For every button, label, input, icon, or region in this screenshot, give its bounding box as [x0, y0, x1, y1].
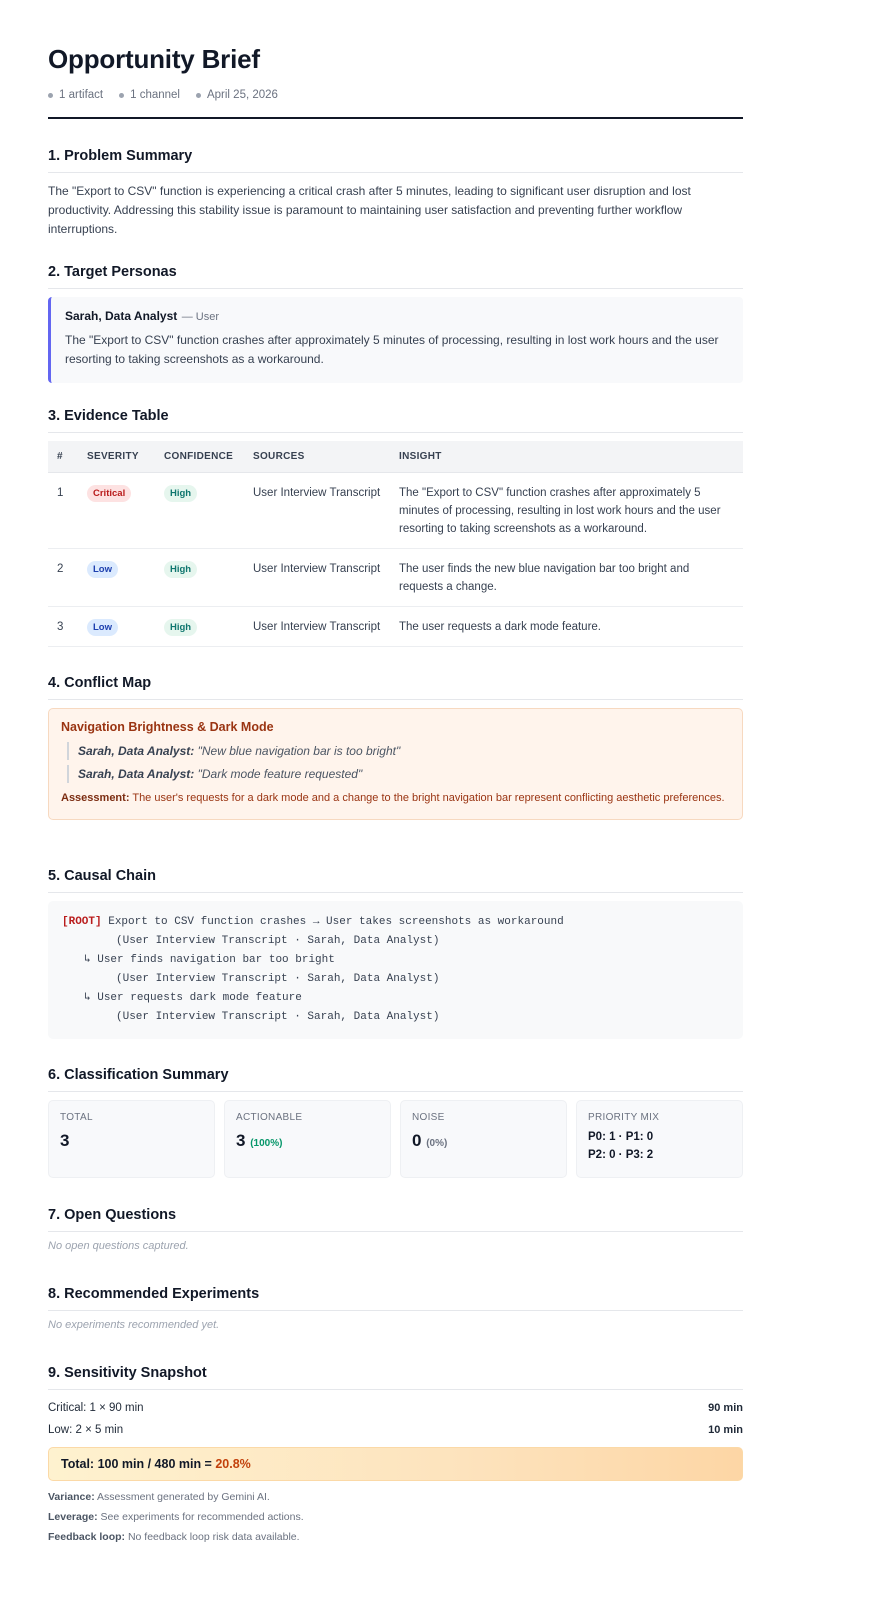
- noise-card: NOISE 0 (0%): [400, 1100, 567, 1178]
- persona-role: — User: [181, 311, 219, 323]
- severity-badge: Critical: [87, 485, 131, 502]
- bullet-icon: [48, 93, 53, 98]
- conflict-title: Navigation Brightness & Dark Mode: [61, 720, 274, 734]
- conflict-quote: Sarah, Data Analyst: "New blue navigation bar is too bright": [67, 742, 730, 760]
- section-conflict-map: [48, 675, 743, 820]
- brief-page: [48, 0, 743, 1543]
- sensitivity-row: Critical: 1 × 90 min 90 min: [48, 1402, 743, 1414]
- actionable-card: ACTIONABLE 3 (100%): [224, 1100, 391, 1178]
- chain-root: [ROOT] Export to CSV function crashes → User takes screenshots as workaround: [62, 916, 564, 928]
- conflict-card: [48, 708, 743, 820]
- section-problem-summary: [48, 148, 743, 239]
- empty-state-text: No experiments recommended yet.: [48, 1319, 220, 1331]
- confidence-badge: High: [164, 561, 197, 578]
- section-heading: 2. Target Personas: [48, 264, 743, 289]
- chain-child: ↳ User finds navigation bar too bright: [84, 954, 335, 966]
- column-header: SOURCES: [244, 441, 390, 473]
- section-target-personas: [48, 264, 743, 383]
- section-recommended-experiments: [48, 1286, 743, 1331]
- leverage-note: Leverage: See experiments for recommended actions.: [48, 1511, 304, 1523]
- total-percent: 20.8%: [215, 1457, 251, 1471]
- insight-cell: The user finds the new blue navigation bar too bright and requests a change.: [390, 549, 743, 607]
- page-title: Opportunity Brief: [48, 44, 260, 74]
- meta-artifacts: 1 artifact: [48, 89, 103, 101]
- section-heading: 1. Problem Summary: [48, 148, 743, 173]
- table-row: [48, 473, 743, 549]
- source-cell: User Interview Transcript: [244, 607, 390, 647]
- conflict-assessment: Assessment: The user's requests for a dark mode and a change to the bright navigation bar represent conflicting aesthetic preferences.: [61, 792, 725, 804]
- priority-mix-line: P2: 0 · P3: 2: [588, 1149, 654, 1161]
- bullet-icon: [119, 93, 124, 98]
- section-causal-chain: [48, 868, 743, 1039]
- row-number: 2: [48, 549, 78, 607]
- chain-source: (User Interview Transcript · Sarah, Data Analyst): [116, 973, 440, 985]
- problem-text: The "Export to CSV" function is experiencing a critical crash after 5 minutes, leading to significant user disruption and lost productivity. Addressing this stability issue is paramount to maintaining user satisfaction and preventing further workflow interruptions.: [48, 184, 691, 236]
- section-heading: 9. Sensitivity Snapshot: [48, 1365, 743, 1390]
- column-header: INSIGHT: [390, 441, 743, 473]
- priority-mix-card: PRIORITY MIX P0: 1 · P1: 0 P2: 0 · P3: 2: [576, 1100, 743, 1178]
- section-heading: 3. Evidence Table: [48, 408, 743, 433]
- section-heading: 7. Open Questions: [48, 1207, 743, 1232]
- severity-badge: Low: [87, 619, 118, 636]
- empty-state-text: No open questions captured.: [48, 1240, 189, 1252]
- causal-chain-block: [48, 901, 743, 1039]
- persona-card: [48, 297, 743, 383]
- table-row: [48, 549, 743, 607]
- confidence-badge: High: [164, 485, 197, 502]
- feedback-loop-note: Feedback loop: No feedback loop risk data available.: [48, 1531, 300, 1543]
- section-classification-summary: [48, 1067, 743, 1178]
- severity-badge: Low: [87, 561, 118, 578]
- insight-cell: The user requests a dark mode feature.: [390, 607, 743, 647]
- section-heading: 4. Conflict Map: [48, 675, 743, 700]
- section-heading: 6. Classification Summary: [48, 1067, 743, 1092]
- table-row: [48, 607, 743, 647]
- row-number: 3: [48, 607, 78, 647]
- persona-text: The "Export to CSV" function crashes after approximately 5 minutes of processing, resulting in lost work hours and the user resorting to taking screenshots as a workaround.: [65, 333, 719, 366]
- section-evidence-table: [48, 408, 743, 647]
- total-card: TOTAL 3: [48, 1100, 215, 1178]
- chain-source: (User Interview Transcript · Sarah, Data Analyst): [116, 935, 440, 947]
- source-cell: User Interview Transcript: [244, 549, 390, 607]
- priority-mix-line: P0: 1 · P1: 0: [588, 1131, 654, 1143]
- actionable-percent: (100%): [250, 1138, 283, 1149]
- column-header: CONFIDENCE: [155, 441, 244, 473]
- title-divider: [48, 117, 743, 119]
- evidence-table: [48, 441, 743, 647]
- row-number: 1: [48, 473, 78, 549]
- table-header-row: [48, 441, 743, 473]
- conflict-quote: Sarah, Data Analyst: "Dark mode feature requested": [67, 765, 730, 783]
- bullet-icon: [196, 93, 201, 98]
- variance-note: Variance: Assessment generated by Gemini AI.: [48, 1491, 270, 1503]
- persona-name: Sarah, Data Analyst: [65, 309, 178, 323]
- insight-cell: The "Export to CSV" function crashes after approximately 5 minutes of processing, resulting in lost work hours and the user resorting to taking screenshots as a workaround.: [390, 473, 743, 549]
- chain-child: ↳ User requests dark mode feature: [84, 992, 302, 1004]
- classification-cards: [48, 1100, 743, 1178]
- chain-source: (User Interview Transcript · Sarah, Data Analyst): [116, 1011, 440, 1023]
- sensitivity-row: Low: 2 × 5 min 10 min: [48, 1424, 743, 1436]
- source-cell: User Interview Transcript: [244, 473, 390, 549]
- total-value: 3: [60, 1131, 70, 1150]
- meta-row: [48, 89, 743, 101]
- noise-value: 0: [412, 1131, 422, 1150]
- meta-channels: 1 channel: [119, 89, 180, 101]
- column-header: #: [48, 441, 78, 473]
- actionable-value: 3: [236, 1131, 246, 1150]
- section-open-questions: [48, 1207, 743, 1252]
- meta-date: April 25, 2026: [196, 89, 278, 101]
- noise-percent: (0%): [426, 1138, 448, 1149]
- confidence-badge: High: [164, 619, 197, 636]
- sensitivity-total: Total: 100 min / 480 min = 20.8%: [48, 1447, 743, 1481]
- section-heading: 5. Causal Chain: [48, 868, 743, 893]
- column-header: SEVERITY: [78, 441, 155, 473]
- section-sensitivity-snapshot: [48, 1365, 743, 1544]
- section-heading: 8. Recommended Experiments: [48, 1286, 743, 1311]
